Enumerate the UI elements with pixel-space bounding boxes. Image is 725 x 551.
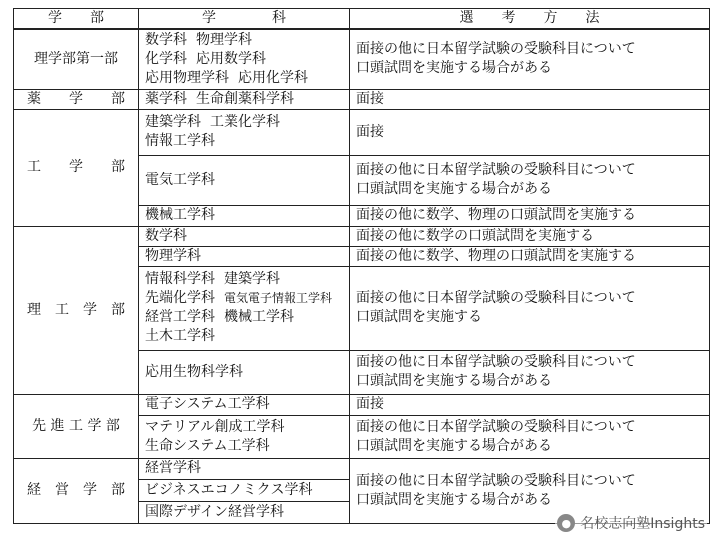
header-department: 学 科: [139, 9, 350, 30]
department-cell: [139, 501, 350, 523]
selection-method-line: 口頭試問を実施する場合がある: [356, 437, 552, 454]
selection-method-line: 口頭試問を実施する場合がある: [356, 181, 552, 197]
selection-method-cell: [350, 246, 710, 266]
table-row: [14, 394, 710, 415]
header-faculty: 学 部: [14, 9, 139, 30]
header-method: 選 考 方 法: [350, 9, 710, 30]
department-name: 数学科: [145, 227, 187, 244]
selection-method-line: 面接の他に日本留学試験の受験科目について: [356, 162, 636, 178]
department-name: 物理学科: [196, 31, 252, 48]
department-name: 応用数学科: [196, 50, 266, 67]
department-line: [145, 395, 343, 414]
department-cell: [139, 109, 350, 155]
watermark-text: 名校志向塾Insights: [580, 516, 705, 532]
department-cell: [139, 394, 350, 415]
department-cell: [139, 415, 350, 458]
department-name: 情報工学科: [145, 133, 215, 149]
faculty-cell: 工 学 部: [14, 109, 139, 226]
department-name: 経営工学科: [145, 309, 215, 325]
selection-method-cell: [350, 266, 710, 350]
department-cell: [139, 266, 350, 350]
selection-method-cell: [350, 415, 710, 458]
faculty-cell: 薬 学 部: [14, 89, 139, 109]
faculty-cell: 理学部第一部: [14, 29, 139, 89]
wechat-icon: ●: [557, 514, 575, 532]
department-cell: [139, 246, 350, 266]
selection-method-cell: [350, 29, 710, 89]
faculty-cell: 先 進 工 学 部: [14, 394, 139, 458]
department-cell: [139, 29, 350, 89]
department-line: [145, 308, 343, 327]
department-name: 土木工学科: [145, 328, 215, 344]
selection-method-line: 面接: [356, 90, 384, 107]
selection-method-cell: [350, 89, 710, 109]
selection-method-cell: [350, 205, 710, 226]
department-line: [145, 50, 343, 69]
table-row: [14, 29, 710, 89]
department-name: 情報科学科: [145, 271, 215, 287]
department-line: [145, 31, 343, 50]
department-cell: [139, 458, 350, 479]
selection-method-cell: [350, 155, 710, 205]
department-name: 国際デザイン経営学科: [145, 503, 285, 520]
department-line: [145, 418, 343, 437]
department-name: 化学科: [145, 50, 187, 67]
department-name: 数学科: [145, 31, 187, 48]
table-header-row: [14, 9, 710, 30]
faculty-cell: 理 工 学 部: [14, 226, 139, 394]
table-row: [14, 458, 710, 479]
department-name: 先端化学科: [145, 290, 215, 306]
department-name: 応用生物科学科: [145, 363, 243, 380]
department-name: 薬学科: [145, 90, 187, 107]
selection-method-line: 口頭試問を実施する: [356, 309, 482, 325]
department-line: [145, 481, 343, 500]
department-line: [145, 363, 343, 382]
table-row: [14, 89, 710, 109]
selection-method-cell: [350, 394, 710, 415]
department-cell: [139, 205, 350, 226]
table-body: [14, 29, 710, 523]
department-line: [145, 503, 343, 522]
selection-method-line: 口頭試問を実施する場合がある: [356, 60, 552, 77]
department-line: [145, 289, 343, 308]
department-line: [145, 132, 343, 151]
department-name: 経営学科: [145, 460, 201, 476]
department-line: [145, 69, 343, 88]
department-name: 物理学科: [145, 247, 201, 264]
watermark: [555, 513, 707, 533]
department-cell: [139, 350, 350, 394]
selection-method-line: 面接の他に日本留学試験の受験科目について: [356, 418, 636, 435]
department-name: 建築学科: [224, 271, 280, 287]
department-line: [145, 206, 343, 225]
department-cell: [139, 226, 350, 246]
selection-method-cell: [350, 350, 710, 394]
department-name: 応用物理学科: [145, 69, 229, 86]
selection-method-line: 面接の他に数学、物理の口頭試問を実施する: [356, 247, 636, 264]
department-name: 機械工学科: [145, 207, 215, 223]
selection-method-line: 面接の他に数学の口頭試問を実施する: [356, 227, 594, 244]
department-name: 生命創薬科学科: [196, 90, 294, 107]
department-line: [145, 90, 343, 109]
department-name: 建築学科: [145, 114, 201, 130]
table-row: [14, 226, 710, 246]
department-line: [145, 437, 343, 456]
department-line: [145, 113, 343, 132]
department-line: [145, 247, 343, 266]
department-name: 工業化学科: [210, 114, 280, 130]
department-line: [145, 327, 343, 346]
selection-method-line: 面接の他に日本留学試験の受験科目について: [356, 472, 636, 489]
selection-method-line: 口頭試問を実施する場合がある: [356, 373, 552, 389]
selection-method-line: 面接の他に日本留学試験の受験科目について: [356, 290, 636, 306]
department-name: 電気電子情報工学科: [224, 291, 333, 305]
faculty-cell: 経 営 学 部: [14, 458, 139, 523]
department-line: [145, 227, 343, 246]
selection-method-line: 面接の他に数学、物理の口頭試問を実施する: [356, 207, 636, 223]
department-cell: [139, 89, 350, 109]
department-name: 電子システム工学科: [145, 396, 270, 412]
selection-method-line: 面接の他に日本留学試験の受験科目について: [356, 354, 636, 370]
department-name: 応用化学科: [238, 69, 308, 86]
department-name: マテリアル創成工学科: [145, 418, 285, 435]
department-name: 電気工学科: [145, 171, 215, 188]
department-cell: [139, 479, 350, 501]
department-name: 生命システム工学科: [145, 437, 270, 454]
department-name: 機械工学科: [224, 309, 294, 325]
selection-method-line: 面接の他に日本留学試験の受験科目について: [356, 41, 636, 58]
selection-method-line: 面接: [356, 396, 384, 412]
department-cell: [139, 155, 350, 205]
selection-method-line: 口頭試問を実施する場合がある: [356, 491, 552, 508]
department-line: [145, 270, 343, 289]
department-name: ビジネスエコノミクス学科: [145, 481, 313, 498]
department-line: [145, 459, 343, 478]
selection-method-cell: [350, 109, 710, 155]
selection-method-table: [13, 8, 710, 524]
selection-method-cell: [350, 226, 710, 246]
table-row: [14, 109, 710, 155]
department-line: [145, 171, 343, 190]
selection-method-line: 面接: [356, 123, 384, 140]
